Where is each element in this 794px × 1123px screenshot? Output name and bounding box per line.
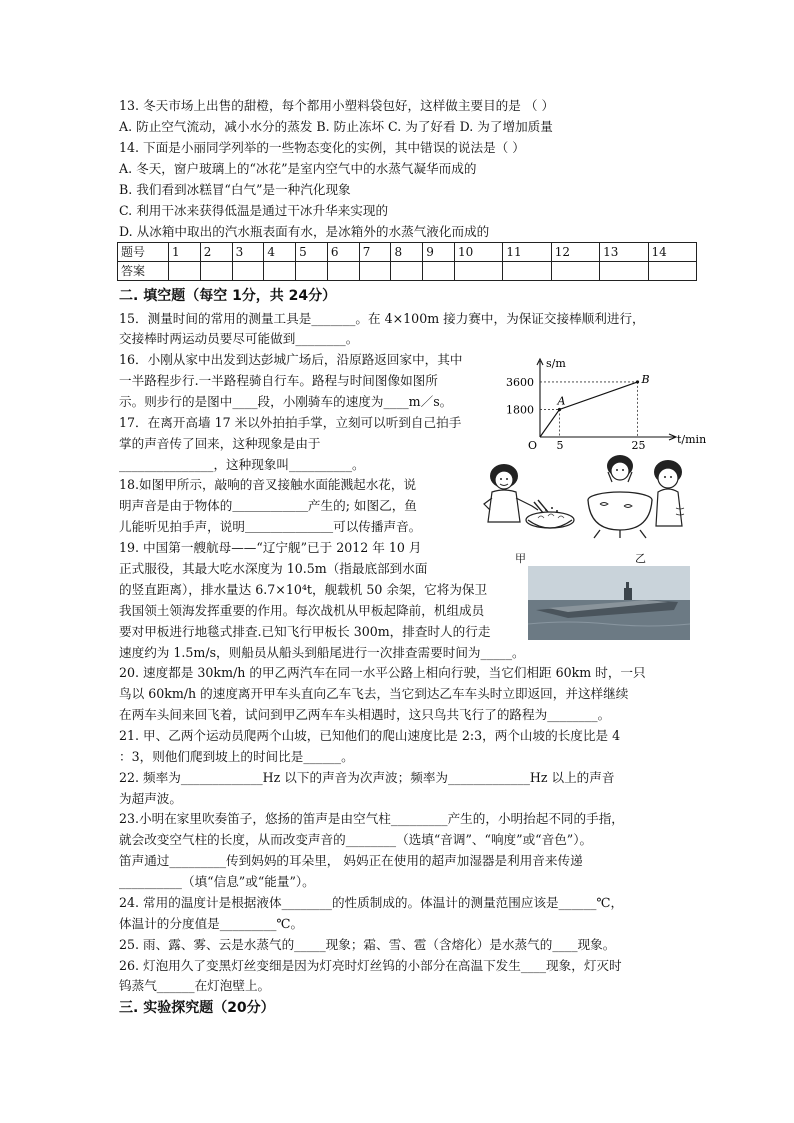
q19-line-1: 19. 中国第一艘航母——“辽宁舰”已于 2012 年 10 月 <box>119 540 422 555</box>
answer-cell[interactable] <box>423 262 455 281</box>
answer-table-number-row <box>118 243 697 262</box>
q23-line-1: 23.小明在家里吹奏笛子，悠扬的笛声是由空气柱_________产生的，小明抬起不同的手指， <box>119 811 624 826</box>
q23-line-3: 笛声通过_________传到妈妈的耳朵里， 妈妈正在使用的超声加湿器是利用音来传递 <box>119 853 583 868</box>
q15-line-1: 15．测量时间的常用的测量工具是_______。在 4×100m 接力赛中，为保证交接棒顺利进行， <box>119 311 645 326</box>
figure-label-yi: 乙 <box>635 552 646 565</box>
answer-table-number: 13 <box>600 243 648 262</box>
graph-plot-area <box>506 357 706 452</box>
answer-table-number: 11 <box>503 243 551 262</box>
q20-line-1: 20. 速度都是 30km/h 的甲乙两汽车在同一水平公路上相向行驶，当它们相距 60km 时，一只 <box>119 665 646 680</box>
answer-cell[interactable] <box>296 262 328 281</box>
q16-line-2: 一半路程步行.一半路程骑自行车。路程与时间图像如图所 <box>119 373 438 388</box>
q14-option-c: C. 利用干冰来获得低温是通过干冰升华来实现的 <box>119 203 389 218</box>
fish-bowl-figure <box>578 452 700 538</box>
q24-line-2: 体温计的分度值是_________℃。 <box>119 916 304 931</box>
answer-table-number: 2 <box>200 243 232 262</box>
answer-table-number: 6 <box>327 243 359 262</box>
q17-line-3: _______________，这种现象叫__________。 <box>119 457 365 472</box>
answer-table-number: 10 <box>455 243 503 262</box>
answer-cell[interactable] <box>600 262 648 281</box>
answer-table-answer-label: 答案 <box>118 262 169 281</box>
q16-line-1: 16．小刚从家中出发到达彭城广场后，沿原路返回家中，其中 <box>119 352 463 367</box>
q19-line-2: 正式服役，其最大吃水深度为 10.5m（指最底部到水面 <box>119 561 428 576</box>
q13-stem: 13. 冬天市场上出售的甜橙，每个都用小塑料袋包好，这样做主要目的是 （ ） <box>119 98 555 113</box>
answer-cell[interactable] <box>648 262 696 281</box>
q22-line-1: 22. 频率为_____________Hz 以下的声音为次声波；频率为_____________Hz 以上的声音 <box>119 770 615 785</box>
answer-table-number: 8 <box>391 243 423 262</box>
q21-line-2: ：3，则他们爬到坡上的时间比是______。 <box>119 749 354 764</box>
q23-line-4: __________（填“信息”或“能量”）。 <box>119 874 315 889</box>
answer-table-number: 7 <box>359 243 391 262</box>
answer-table-number: 12 <box>551 243 599 262</box>
q25-line-1: 25. 雨、露、雾、云是水蒸气的_____现象；霜、雪、雹（含熔化）是水蒸气的____现象。 <box>119 937 616 952</box>
aircraft-carrier-photo <box>528 566 690 640</box>
answer-cell[interactable] <box>391 262 423 281</box>
answer-cell[interactable] <box>264 262 296 281</box>
answer-cell[interactable] <box>169 262 201 281</box>
origin-label: O <box>528 439 538 452</box>
point-a-label: A <box>557 394 566 408</box>
q26-line-1: 26. 灯泡用久了变黑灯丝变细是因为灯亮时灯丝钨的小部分在高温下发生____现象，灯灭时 <box>119 958 622 973</box>
answer-cell[interactable] <box>551 262 599 281</box>
y-tick-label: 1800 <box>506 403 534 417</box>
x-tick-label: 5 <box>556 439 564 452</box>
data-point <box>636 380 639 383</box>
q19-line-5: 要对甲板进行地毯式排查.已知飞行甲板长 300m，排查时人的行走 <box>119 624 491 639</box>
answer-cell[interactable] <box>200 262 232 281</box>
point-b-label: B <box>641 372 650 386</box>
answer-table-number: 3 <box>232 243 264 262</box>
answer-table <box>117 242 697 281</box>
answer-table-number: 4 <box>264 243 296 262</box>
q20-line-3: 在两车头间来回飞着，试问到甲乙两车车头相遇时，这只鸟共飞行了的路程为________。 <box>119 707 611 722</box>
answer-table-answer-row <box>118 262 697 281</box>
q22-line-2: 为超声波。 <box>119 791 182 806</box>
figure-label-jia: 甲 <box>515 552 526 565</box>
series-line <box>540 382 638 437</box>
q18-line-1: 18.如图甲所示，敲响的音叉接触水面能溅起水花，说 <box>119 477 417 492</box>
y-tick-label: 3600 <box>506 375 534 389</box>
answer-table-number-label: 题号 <box>118 243 169 262</box>
data-point <box>558 408 561 411</box>
q17-line-1: 17．在离开高墙 17 米以外拍拍手掌，立刻可以听到自己拍手 <box>119 415 462 430</box>
answer-table-number: 9 <box>423 243 455 262</box>
answer-cell[interactable] <box>232 262 264 281</box>
q14-option-b: B. 我们看到冰糕冒“白气”是一种汽化现象 <box>119 182 351 197</box>
q18-line-2: 明声音是由于物体的＿＿＿＿＿＿产生的; 如图乙，鱼 <box>119 498 417 513</box>
q14-stem: 14. 下面是小丽同学列举的一些物态变化的实例，其中错误的说法是（ ） <box>119 140 525 155</box>
q16-line-3: 示。则步行的是图中____段，小刚骑车的速度为____m／s。 <box>119 394 453 409</box>
q26-line-2: 钨蒸气______在灯泡壁上。 <box>119 978 271 993</box>
distance-time-graph <box>496 355 707 455</box>
y-axis-unit: s/m <box>546 357 566 370</box>
answer-cell[interactable] <box>455 262 503 281</box>
q18-line-3: 儿能听见拍手声，说明＿＿＿＿＿＿＿可以传播声音。 <box>119 519 422 534</box>
answer-table-number: 5 <box>296 243 328 262</box>
q23-line-2: 就会改变空气柱的长度，从而改变声音的________（选填“音调”、“响度”或“音色”）。 <box>119 832 593 847</box>
answer-cell[interactable] <box>503 262 551 281</box>
tuning-fork-figure <box>478 458 580 536</box>
answer-table-number: 1 <box>169 243 201 262</box>
section-3-title: 三. 实验探究题（20分） <box>119 1000 275 1016</box>
answer-cell[interactable] <box>327 262 359 281</box>
q14-option-a: A. 冬天，窗户玻璃上的“冰花”是室内空气中的水蒸气凝华而成的 <box>119 161 477 176</box>
x-tick-label: 25 <box>631 439 646 452</box>
q13-options: A. 防止空气流动，减小水分的蒸发 B. 防止冻坏 C. 为了好看 D. 为了增加质量 <box>119 119 553 134</box>
q14-option-d: D. 从冰箱中取出的汽水瓶表面有水，是冰箱外的水蒸气液化而成的 <box>119 224 490 239</box>
section-2-title: 二. 填空题（每空 1分，共 24分） <box>119 288 337 304</box>
q19-line-6: 速度约为 1.5m/s，则船员从船头到船尾进行一次排查需要时间为_____。 <box>119 645 525 660</box>
x-axis-unit: t/min <box>677 433 707 446</box>
q21-line-1: 21. 甲、乙两个运动员爬两个山坡，已知他们的爬山速度比是 2:3，两个山坡的长度比是 4 <box>119 728 621 743</box>
q19-line-3: 的竖直距离），排水量达 6.7×10⁴t，舰载机 50 余架，它将为保卫 <box>119 582 488 597</box>
q19-line-4: 我国领土领海发挥重要的作用。每次战机从甲板起降前，机组成员 <box>119 603 485 618</box>
q15-line-2: 交接棒时两运动员要尽可能做到________。 <box>119 331 359 346</box>
q24-line-1: 24. 常用的温度计是根据液体________的性质制成的。体温计的测量范围应该是______℃， <box>119 895 624 910</box>
answer-cell[interactable] <box>359 262 391 281</box>
q17-line-2: 掌的声音传了回来，这种现象是由于 <box>119 436 321 451</box>
q20-line-2: 鸟以 60km/h 的速度离开甲车头直向乙车飞去，当它到达乙车车头时立即返回，并这样继续 <box>119 686 629 701</box>
answer-table-number: 14 <box>648 243 696 262</box>
